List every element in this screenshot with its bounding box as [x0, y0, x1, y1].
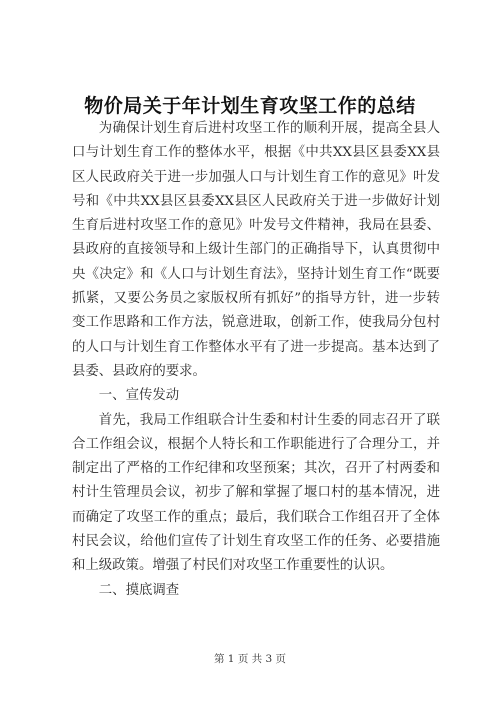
document-body — [72, 117, 440, 603]
publicity-paragraph: 首先，我局工作组联合计生委和村计生委的同志召开了联合工作组会议，根据个人特长和工作职能进行了合理分工，并制定出了严格的工作纪律和攻坚预案；其次，召开了村两委和村计生管理员会议，初步了解和掌握了堰口村的基本情况，进而确定了攻坚工作的重点；最后，我们联合工作组召开了全体村民会议，给他们宣传了计划生育攻坚工作的任务、必要措施和上级政策。增强了村民们对攻坚工作重要性的认识。 — [72, 412, 440, 574]
document-title: 物价局关于年计划生育攻坚工作的总结 — [84, 95, 416, 117]
intro-paragraph: 为确保计划生育后进村攻坚工作的顺利开展，提高全县人口与计划生育工作的整体水平，根据《中共XX县区县委XX县区人民政府关于进一步加强人口与计划生育工作的意见》叶发号和《中共XX县区县委XX县区人民政府关于进一步做好计划生育后进村攻坚工作的意见》叶发号文件精神，我局在县委、县政府的直接领导和上级计生部门的正确指导下，认真贯彻中央《决定》和《人口与计划生育法》，坚持计划生育工作“既要抓紧，又要公务员之家版权所有抓好”的指导方针，进一步转变工作思路和工作方法，锐意进取，创新工作，使我局分包村的人口与计划生育工作整体水平有了进一步提高。基本达到了县委、县政府的要求。 — [72, 121, 440, 379]
page-footer: 第 1 页 共 3 页 — [213, 653, 287, 665]
section-heading-publicity: 一、宣传发动 — [98, 388, 180, 404]
section-heading-survey: 二、摸底调查 — [98, 582, 180, 598]
